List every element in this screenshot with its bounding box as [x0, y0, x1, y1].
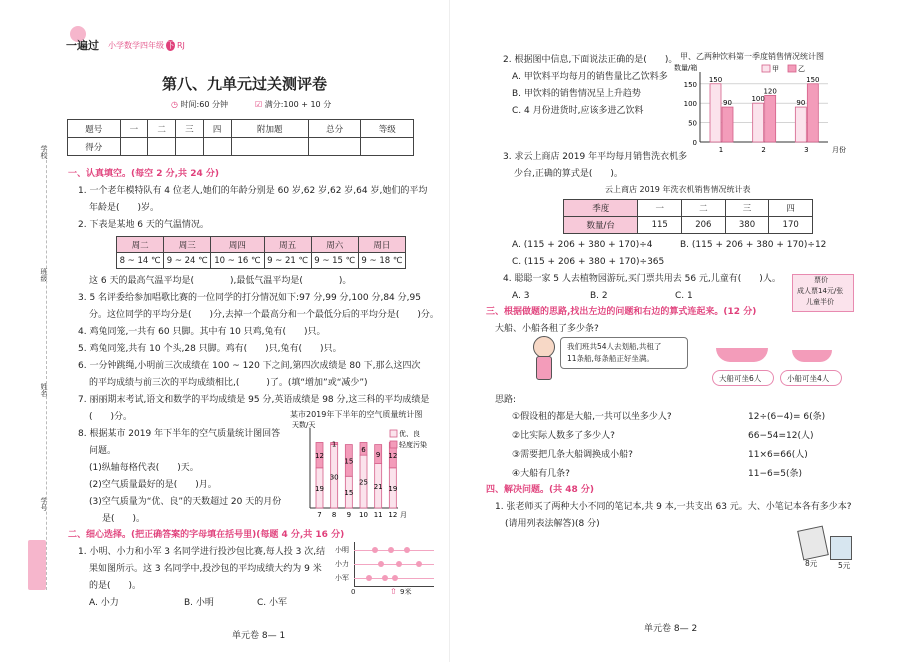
dot-marker — [404, 547, 410, 553]
s2q3-option-a[interactable]: A. (115 + 206 + 380 + 170)÷4 — [512, 240, 653, 250]
s2q3-line1: 3. 求云上商店 2019 年平均每月销售洗衣机多 — [503, 152, 688, 162]
score-header: 三 — [176, 120, 204, 138]
speech-line: 11条船,每条船正好坐满。 — [567, 354, 654, 363]
score-cell[interactable] — [120, 138, 148, 156]
y-tick-label: 150 — [683, 80, 697, 89]
section3-question: 大船、小船各租了多少条? — [495, 324, 599, 334]
data-label: 150 — [708, 75, 723, 84]
big-notebook-price: 8元 — [805, 559, 818, 568]
footer-right: 单元卷 8— 2 — [644, 624, 698, 634]
s2q2-option-a[interactable]: A. 甲饮料平均每月的销售量比乙饮料多 — [512, 72, 668, 82]
legend-label: 乙 — [798, 65, 805, 73]
score-cell[interactable] — [203, 138, 231, 156]
data-label: 12 — [315, 452, 324, 461]
temp-value: 9 ~ 21 ℃ — [264, 253, 311, 269]
head-icon — [533, 336, 555, 358]
x-tick-label: 3 — [804, 146, 809, 154]
side-label-school: 学校 — [40, 145, 48, 159]
side-label-number: 学号 — [40, 497, 48, 511]
series-label — [108, 40, 185, 51]
score-header: 题号 — [68, 120, 121, 138]
dot-row-line — [354, 550, 434, 551]
s2q3-option-b[interactable]: B. (115 + 206 + 380 + 170)÷12 — [680, 240, 827, 250]
q6-line1: 6. 一分钟跳绳,小明前三次成绩在 100 ~ 120 下之间,第四次成绩是 80 下,那么这四次 — [78, 361, 421, 371]
thinking-label: 思路: — [495, 395, 517, 405]
brand-logo — [66, 26, 108, 54]
score-cell[interactable] — [308, 138, 361, 156]
dot-marker — [396, 561, 402, 567]
q2-text: 2. 下表是某地 6 天的气温情况。 — [78, 220, 209, 230]
x-tick-label: 10 — [359, 511, 368, 519]
thinking-left-3[interactable]: ③需要把几条大船调换成小船? — [512, 450, 633, 460]
side-label-name: 姓名 — [40, 383, 48, 397]
ticket-line: 票价 — [814, 276, 828, 284]
small-boat-icon — [792, 350, 832, 362]
score-table — [67, 119, 414, 156]
score-header: 附加题 — [231, 120, 308, 138]
q8c-line2: 是( )。 — [102, 514, 146, 524]
q7-line1: 7. 丽丽期末考试,语文和数学的平均成绩是 95 分,英语成绩是 98 分,这三科的平均成绩是 — [78, 395, 430, 405]
x-tick-label: 8 — [331, 511, 337, 519]
s2q1-line1: 1. 小明、小力和小军 3 名同学进行投沙包比赛,每人投 3 次,结 — [78, 547, 326, 557]
s2q4-text: 4. 聪聪一家 5 人去植物园游玩,买门票共用去 56 元,儿童有( )人。 — [503, 274, 781, 284]
q8c-line1: (3)空气质量为“优、良”的天数超过 20 天的月份 — [89, 497, 282, 507]
chart-bar — [722, 107, 733, 142]
x-tick-label: 7 — [317, 511, 322, 519]
washer-header: 三 — [725, 200, 769, 217]
x-axis-label: 月份 — [832, 146, 846, 154]
chart-bar — [765, 95, 776, 142]
dot-axis-nine: 9米 — [400, 588, 412, 596]
small-notebook-price: 5元 — [838, 561, 851, 570]
thinking-left-1[interactable]: ①假设租的都是大船,一共可以坐多少人? — [512, 412, 672, 422]
score-info — [255, 99, 331, 110]
speech-bubble — [560, 337, 688, 369]
temp-value: 9 ~ 24 ℃ — [164, 253, 211, 269]
small-boat-label — [780, 370, 842, 386]
air-quality-chart — [290, 420, 440, 525]
series-text: 小学数学四年级 — [108, 41, 164, 50]
chart-bar — [795, 107, 806, 142]
s2q1-option-b[interactable]: B. 小明 — [184, 598, 214, 608]
washer-value: 170 — [769, 217, 813, 234]
temp-header: 周五 — [264, 237, 311, 253]
q8-line1: 8. 根据某市 2019 年下半年的空气质量统计图回答 — [78, 429, 281, 439]
brand-side-mark — [28, 540, 46, 590]
temp-value: 8 ~ 14 ℃ — [117, 253, 164, 269]
temperature-table — [116, 236, 406, 269]
data-label: 15 — [344, 489, 354, 498]
temp-value: 9 ~ 18 ℃ — [358, 253, 405, 269]
score-cell[interactable] — [231, 138, 308, 156]
volume-text: 下 — [166, 41, 175, 50]
air-chart-title: 某市2019年下半年的空气质量统计图 — [290, 410, 423, 419]
washer-header: 二 — [682, 200, 726, 217]
data-label: 9 — [375, 451, 381, 460]
data-label: 100 — [751, 95, 765, 104]
dot-name: 小军 — [335, 574, 349, 582]
legend-swatch — [390, 430, 397, 437]
check-icon: ☑ — [255, 100, 263, 109]
ticket-price-box — [792, 274, 854, 312]
s2q1-line3: 的是( )。 — [89, 581, 142, 591]
s2q2-text: 2. 根据图中信息,下面说法正确的是( )。 — [503, 55, 678, 65]
q3-line2: 分。这位同学的平均分是( )分,去掉一个最高分和一个最低分后的平均分是( )分。 — [89, 310, 439, 320]
y-axis-label: 数量/箱 — [674, 64, 698, 72]
legend-label: 甲 — [772, 65, 779, 73]
data-label: 6 — [361, 445, 366, 454]
dot-marker — [372, 547, 378, 553]
data-label: 12 — [388, 452, 398, 461]
dot-marker — [388, 547, 394, 553]
dot-marker — [378, 561, 384, 567]
s2q2-option-c[interactable]: C. 4 月份进货时,应该多进乙饮料 — [512, 106, 644, 116]
s2q3-option-c[interactable]: C. (115 + 206 + 380 + 170)÷365 — [512, 257, 665, 267]
clock-icon: ◷ — [171, 100, 178, 109]
data-label: 19 — [388, 484, 398, 493]
big-boat-icon — [716, 348, 768, 362]
dot-row-line — [354, 564, 434, 565]
q5-text: 5. 鸡兔同笼,共有 10 个头,28 只脚。鸡有( )只,兔有( )只。 — [78, 344, 342, 354]
temp-header: 周二 — [117, 237, 164, 253]
washer-table — [563, 199, 813, 234]
data-label: 25 — [359, 478, 368, 487]
x-tick-label: 1 — [718, 146, 724, 154]
x-unit-label: 月 — [400, 511, 407, 519]
s2q4-option-a[interactable]: A. 3 — [512, 291, 530, 301]
washer-value: 115 — [638, 217, 682, 234]
section1-title: 一、认真填空。(每空 2 分,共 24 分) — [68, 169, 219, 179]
formula-right-4[interactable]: 11−6=5(条) — [748, 469, 803, 479]
edition-text: RJ — [177, 41, 185, 50]
chart-bar — [807, 84, 818, 142]
q8a-text: (1)纵轴每格代表( )天。 — [89, 463, 199, 473]
washer-value: 206 — [682, 217, 726, 234]
washer-header: 季度 — [564, 200, 638, 217]
dot-marker — [366, 575, 372, 581]
drink-sales-chart — [672, 62, 852, 162]
s4q1-line1: 1. 张老师买了两种大小不同的笔记本,共 9 本,一共支出 63 元。大、小笔记本各有多少本? — [495, 502, 852, 512]
girl-avatar — [530, 336, 556, 386]
x-tick-label: 2 — [761, 146, 766, 154]
score-header: 二 — [148, 120, 176, 138]
formula-right-3[interactable]: 11×6=66(人) — [748, 450, 808, 460]
data-label: 21 — [373, 482, 383, 491]
temp-value: 10 ~ 16 ℃ — [211, 253, 264, 269]
formula-right-2[interactable]: 66−54=12(人) — [748, 431, 814, 441]
q4-text: 4. 鸡兔同笼,一共有 60 只脚。其中有 10 只鸡,兔有( )只。 — [78, 327, 326, 337]
temp-value: 9 ~ 15 ℃ — [311, 253, 358, 269]
legend-label: 轻度污染 — [399, 441, 427, 449]
s2q3-line2: 少台,正确的算式是( )。 — [514, 169, 623, 179]
legend-swatch — [762, 65, 770, 72]
s2q1-option-a[interactable]: A. 小力 — [89, 598, 119, 608]
big-boat-label — [712, 370, 774, 386]
dot-marker — [416, 561, 422, 567]
q7-line2: ( )分。 — [89, 412, 133, 422]
q3-line1: 3. 5 名评委给参加唱歌比赛的一位同学的打分情况如下:97 分,99 分,100 分,84 分,95 — [78, 293, 421, 303]
small-boat-text: 小船可坐4人 — [787, 374, 830, 383]
score-cell[interactable] — [148, 138, 176, 156]
temp-header: 周六 — [311, 237, 358, 253]
y-tick-label: 50 — [688, 119, 697, 128]
s2q4-option-c[interactable]: C. 1 — [675, 291, 693, 301]
dot-marker — [392, 575, 398, 581]
score-cell[interactable] — [361, 138, 414, 156]
legend-label: 优、良 — [399, 430, 420, 438]
q2b-text: 这 6 天的最高气温平均是( ),最低气温平均是( )。 — [89, 276, 352, 286]
washer-value: 380 — [725, 217, 769, 234]
data-label: 120 — [763, 87, 777, 96]
y-tick-label: 0 — [692, 139, 697, 147]
x-tick-label: 9 — [346, 511, 352, 519]
dot-name: 小力 — [335, 560, 349, 568]
formula-right-1[interactable]: 12÷(6−4)= 6(条) — [748, 412, 826, 422]
washer-table-title: 云上商店 2019 年洗衣机销售情况统计表 — [605, 185, 751, 194]
speech-line: 我们班共54人去划船,共租了 — [567, 342, 662, 351]
score-cell[interactable] — [176, 138, 204, 156]
dot-axis-zero: 0 — [351, 588, 356, 596]
ticket-line: 成人票14元/张 — [797, 287, 844, 295]
data-label: 30 — [329, 473, 339, 482]
temp-header: 周三 — [164, 237, 211, 253]
dot-marker — [382, 575, 388, 581]
side-label-class: 班级 — [40, 268, 48, 282]
s2q4-option-b[interactable]: B. 2 — [590, 291, 608, 301]
legend-swatch — [390, 441, 397, 448]
q8-line2: 问题。 — [89, 446, 117, 456]
score-header: 等级 — [361, 120, 414, 138]
q6-line2: 的平均成绩与前三次的平均成绩相比,( )了。(填“增加”或“减少”) — [89, 378, 368, 388]
washer-header: 四 — [769, 200, 813, 217]
page-divider — [449, 0, 450, 662]
x-tick-label: 12 — [388, 511, 398, 519]
temp-header: 周四 — [211, 237, 264, 253]
temp-header: 周日 — [358, 237, 405, 253]
q1-line2: 年龄是( )岁。 — [89, 203, 160, 213]
section2-title: 二、细心选择。(把正确答案的字母填在括号里)(每题 4 分,共 16 分) — [68, 530, 345, 540]
dot-plot — [330, 540, 440, 596]
s2q1-line2: 果如图所示。这 3 名同学中,投沙包的平均成绩大约为 9 米 — [89, 564, 322, 574]
section3-title: 三、根据做题的思路,找出左边的问题和右边的算式连起来。(12 分) — [486, 307, 757, 317]
thinking-left-2[interactable]: ②比实际人数多了多少人? — [512, 431, 615, 441]
data-label: 150 — [806, 75, 820, 84]
s2q2-option-b[interactable]: B. 甲饮料的销售情况呈上升趋势 — [512, 89, 641, 99]
small-notebook-icon — [830, 536, 852, 560]
score-text: 满分:100 + 10 分 — [264, 100, 332, 109]
data-label: 90 — [796, 99, 806, 108]
arrow-up-icon: ⇧ — [390, 587, 397, 596]
legend-swatch — [788, 65, 796, 72]
score-header: 总分 — [308, 120, 361, 138]
data-label: 90 — [723, 99, 732, 108]
score-header: 一 — [120, 120, 148, 138]
thinking-left-4[interactable]: ④大船有几条? — [512, 469, 570, 479]
time-info — [171, 99, 228, 110]
binding-line — [46, 150, 47, 590]
big-notebook-icon — [797, 526, 829, 561]
x-tick-label: 11 — [373, 511, 383, 519]
footer-left: 单元卷 8— 1 — [232, 631, 286, 641]
y-axis-label: 天数/天 — [292, 421, 316, 429]
s2q1-option-c[interactable]: C. 小军 — [257, 598, 288, 608]
washer-header: 一 — [638, 200, 682, 217]
y-tick-label: 100 — [683, 100, 697, 109]
ticket-line: 儿童半价 — [806, 298, 834, 306]
s4q1-line2: (请用列表法解答)(8 分) — [505, 519, 600, 529]
time-text: 时间:60 分钟 — [180, 100, 228, 109]
chart-bar — [753, 103, 764, 142]
q1-line1: 1. 一个老年模特队有 4 位老人,她们的年龄分别是 60 岁,62 岁,62 岁,64 岁,她们的平均 — [78, 186, 428, 196]
drink-chart-title: 甲、乙两种饮料第一季度销售情况统计图 — [680, 52, 824, 61]
data-label: 1 — [331, 440, 337, 449]
score-row-label: 得分 — [68, 138, 121, 156]
q8b-text: (2)空气质量最好的是( )月。 — [89, 480, 217, 490]
section4-title: 四、解决问题。(共 48 分) — [486, 485, 595, 495]
chart-bar — [710, 84, 721, 142]
big-boat-text: 大船可坐6人 — [719, 374, 762, 383]
data-label: 19 — [315, 484, 324, 493]
dot-name: 小明 — [335, 546, 349, 554]
brand-text: 一遍过 — [66, 39, 99, 52]
page-title: 第八、九单元过关测评卷 — [162, 75, 328, 93]
data-label: 15 — [344, 457, 354, 466]
washer-value: 数量/台 — [564, 217, 638, 234]
body-icon — [536, 356, 552, 380]
score-header: 四 — [203, 120, 231, 138]
